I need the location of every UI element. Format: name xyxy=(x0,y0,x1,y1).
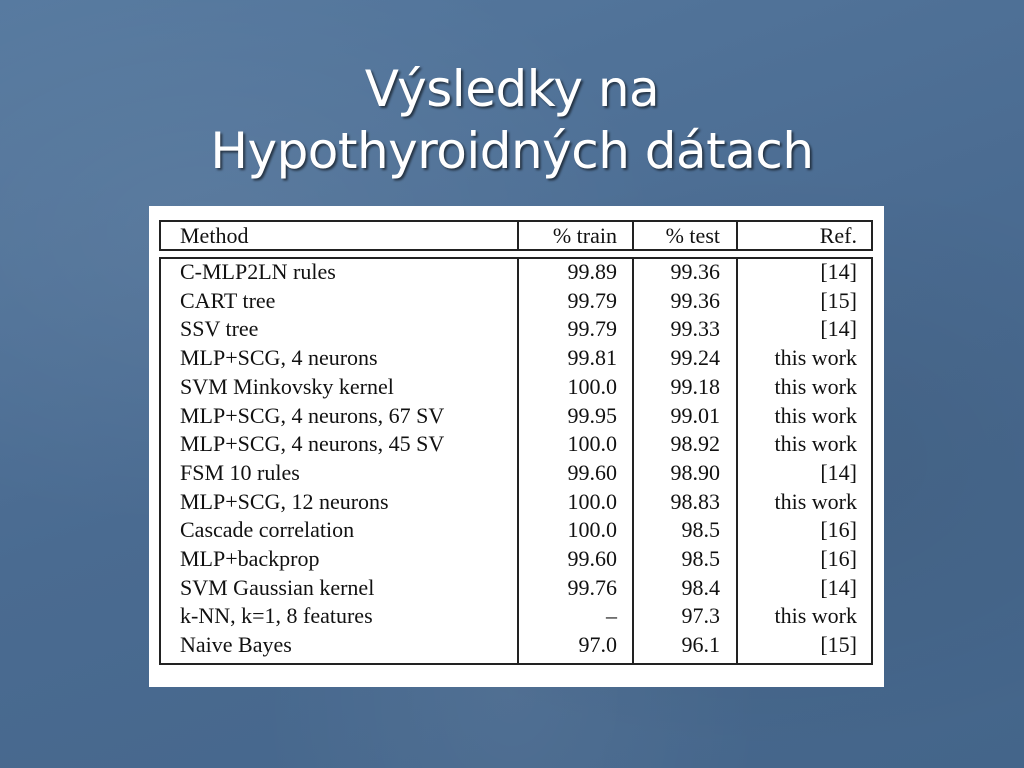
slide-title-line-1: Výsledky na xyxy=(364,60,660,118)
cell-ref: this work xyxy=(774,403,857,428)
cell-ref: [14] xyxy=(820,259,857,284)
cell-test: 99.24 xyxy=(670,345,720,370)
header-train: % train xyxy=(552,223,617,248)
cell-train: 99.79 xyxy=(567,288,617,313)
cell-ref: this work xyxy=(774,345,857,370)
cell-test: 99.36 xyxy=(670,259,720,284)
header-ref: Ref. xyxy=(819,223,857,248)
slide-title-line-2: Hypothyroidných dátach xyxy=(210,122,814,180)
cell-method: MLP+SCG, 4 neurons, 45 SV xyxy=(180,431,445,456)
cell-test: 96.1 xyxy=(681,632,720,657)
cell-method: Naive Bayes xyxy=(180,632,292,657)
cell-train: 99.95 xyxy=(567,403,617,428)
cell-train: 100.0 xyxy=(567,517,617,542)
cell-test: 98.5 xyxy=(681,517,720,542)
cell-method: SVM Minkovsky kernel xyxy=(180,374,394,399)
cell-train: 99.76 xyxy=(567,575,617,600)
cell-method: MLP+backprop xyxy=(180,546,320,571)
cell-test: 99.36 xyxy=(670,288,720,313)
cell-method: MLP+SCG, 12 neurons xyxy=(180,489,389,514)
cell-train: 99.89 xyxy=(567,259,617,284)
column-divider xyxy=(632,220,634,251)
cell-test: 99.33 xyxy=(670,316,720,341)
cell-ref: [15] xyxy=(820,288,857,313)
cell-method: MLP+SCG, 4 neurons xyxy=(180,345,378,370)
cell-method: MLP+SCG, 4 neurons, 67 SV xyxy=(180,403,445,428)
cell-method: FSM 10 rules xyxy=(180,460,300,485)
cell-ref: [15] xyxy=(820,632,857,657)
cell-method: SVM Gaussian kernel xyxy=(180,575,375,600)
cell-test: 99.01 xyxy=(670,403,720,428)
cell-method: Cascade correlation xyxy=(180,517,355,542)
cell-test: 99.18 xyxy=(670,374,720,399)
results-table xyxy=(149,206,884,687)
cell-ref: this work xyxy=(774,431,857,456)
column-divider xyxy=(736,257,738,665)
cell-test: 98.83 xyxy=(670,489,720,514)
cell-train: 100.0 xyxy=(567,374,617,399)
cell-method: CART tree xyxy=(180,288,276,313)
cell-method: C-MLP2LN rules xyxy=(180,259,336,284)
cell-ref: [16] xyxy=(820,517,857,542)
cell-ref: [14] xyxy=(820,460,857,485)
cell-ref: this work xyxy=(774,374,857,399)
column-divider xyxy=(517,257,519,665)
cell-train: 97.0 xyxy=(578,632,617,657)
column-divider xyxy=(632,257,634,665)
cell-train: 100.0 xyxy=(567,431,617,456)
cell-train: 99.60 xyxy=(567,546,617,571)
cell-train: – xyxy=(606,603,617,628)
cell-method: SSV tree xyxy=(180,316,259,341)
cell-method: k-NN, k=1, 8 features xyxy=(180,603,373,628)
table-header-frame xyxy=(159,220,873,251)
cell-ref: this work xyxy=(774,489,857,514)
header-test: % test xyxy=(665,223,720,248)
cell-ref: this work xyxy=(774,603,857,628)
header-method: Method xyxy=(180,223,249,248)
cell-ref: [14] xyxy=(820,316,857,341)
cell-train: 99.79 xyxy=(567,316,617,341)
cell-test: 98.92 xyxy=(670,431,720,456)
cell-train: 99.60 xyxy=(567,460,617,485)
cell-test: 98.90 xyxy=(670,460,720,485)
column-divider xyxy=(517,220,519,251)
slide-title xyxy=(0,58,1024,182)
cell-test: 98.5 xyxy=(681,546,720,571)
cell-test: 97.3 xyxy=(681,603,720,628)
cell-ref: [16] xyxy=(820,546,857,571)
cell-train: 100.0 xyxy=(567,489,617,514)
column-divider xyxy=(736,220,738,251)
cell-test: 98.4 xyxy=(681,575,720,600)
cell-train: 99.81 xyxy=(567,345,617,370)
cell-ref: [14] xyxy=(820,575,857,600)
